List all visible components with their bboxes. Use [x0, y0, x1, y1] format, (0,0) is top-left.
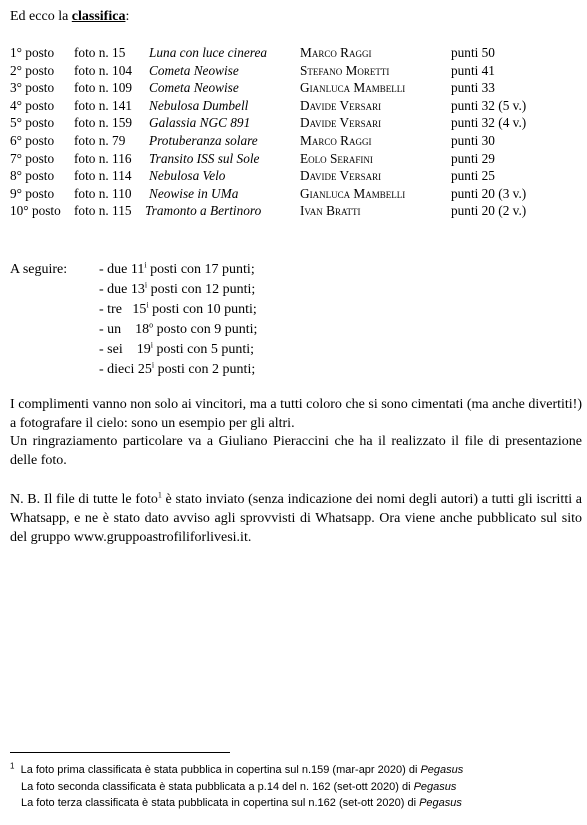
rank-position: 9° posto	[10, 185, 55, 201]
rank-position: 6° posto	[10, 132, 55, 148]
ranking-row	[10, 150, 582, 168]
photo-points: punti 30	[451, 132, 495, 148]
photo-points: punti 20 (3 v.)	[451, 185, 527, 201]
photo-author: Gianluca Mambelli	[300, 80, 406, 96]
photo-author: Eolo Serafini	[300, 150, 373, 166]
footnotes	[10, 762, 582, 812]
ranking-row	[10, 185, 582, 203]
following-label: A seguire:	[10, 262, 68, 277]
photo-author: Marco Raggi	[300, 45, 372, 60]
photo-number: foto n. 109	[74, 80, 132, 96]
photo-title: Galassia NGC 891	[149, 115, 251, 131]
thanks-paragraph: Un ringraziamento particolare va a Giuliano Pieraccini che ha il realizzato il file di presentazione delle foto.	[10, 434, 582, 468]
ranking-row	[10, 167, 582, 185]
rank-position: 2° posto	[10, 62, 55, 78]
intro-line	[10, 8, 129, 26]
photo-number: foto n. 15	[74, 45, 126, 60]
photo-points: punti 32 (5 v.)	[451, 97, 527, 113]
photo-title: Cometa Neowise	[149, 62, 239, 78]
rank-position: 8° posto	[10, 168, 55, 184]
ranking-row	[10, 97, 582, 115]
ranking-row	[10, 202, 582, 220]
photo-title: Protuberanza solare	[149, 132, 258, 148]
photo-number: foto n. 79	[74, 132, 126, 148]
photo-number: foto n. 159	[74, 115, 132, 131]
photo-author: Davide Versari	[300, 168, 382, 184]
photo-number: foto n. 110	[74, 185, 132, 201]
photo-author: Ivan Bratti	[300, 203, 361, 219]
photo-title: Nebulosa Dumbell	[149, 97, 249, 113]
intro-suffix: :	[125, 9, 130, 24]
following-item: - tre 15$^i$ posti con 10 punti;	[99, 300, 257, 317]
ranking-table	[10, 44, 582, 220]
following-item: - un 18$^o$ posto con 9 punti;	[99, 320, 258, 337]
compliments-paragraph: I complimenti vanno non solo ai vincitori, ma a tutti coloro che si sono cimentati (ma anche divertiti!) a fotografare il cielo: sono un esempio per gli altri.	[10, 397, 582, 431]
rank-position: 1° posto	[10, 45, 55, 60]
photo-author: Davide Versari	[300, 115, 382, 131]
photo-number: foto n. 141	[74, 97, 132, 113]
following-item: - due 11$^i$ posti con 17 punti;	[99, 260, 255, 277]
photo-title: Cometa Neowise	[149, 80, 239, 96]
photo-number: foto n. 115	[74, 203, 132, 219]
following-item: - due 13$^i$ posti con 12 punti;	[99, 280, 256, 297]
photo-points: punti 25	[451, 168, 495, 184]
photo-author: Gianluca Mambelli	[300, 185, 406, 201]
photo-number: foto n. 104	[74, 62, 132, 78]
magazine-name: Pegasus	[413, 780, 457, 793]
photo-author: Stefano Moretti	[300, 62, 390, 78]
intro-keyword: classifica	[71, 9, 126, 24]
photo-number: foto n. 116	[74, 150, 132, 166]
footnote-line: La foto seconda classificata è stata pubblicata a p.14 del n. 162 (set-ott 2020) di Pegasus	[21, 780, 457, 793]
ranking-row	[10, 62, 582, 80]
photo-title: Luna con luce cinerea	[149, 45, 268, 60]
rank-position: 5° posto	[10, 115, 55, 131]
photo-points: punti 20 (2 v.)	[451, 203, 527, 219]
photo-title: Nebulosa Velo	[149, 168, 226, 184]
photo-points: punti 50	[451, 45, 495, 60]
photo-points: punti 32 (4 v.)	[451, 115, 527, 131]
photo-title: Tramonto a Bertinoro	[145, 203, 262, 219]
ranking-row	[10, 79, 582, 97]
magazine-name: Pegasus	[420, 764, 464, 776]
photo-title: Neowise in UMa	[149, 185, 239, 201]
photo-number: foto n. 114	[74, 168, 132, 184]
nb-paragraph: N. B. Il file di tutte le foto$^1$ è stato inviato (senza indicazione dei nomi degli autori) a tutti gli iscritti a Whatsapp, e ne è stato dato avviso agli sprovvisti di Whatsapp. Ora viene anche pubblicato sul sito del gruppo www.gruppoastrofiliforlivesi.it.	[10, 490, 582, 545]
footnote-line: La foto terza classificata è stata pubblicata in copertina sul n.162 (set-ott 2020) di Pegasus	[21, 797, 462, 809]
photo-points: punti 29	[451, 150, 495, 166]
ranking-row	[10, 132, 582, 150]
intro-prefix: Ed ecco la	[10, 9, 72, 24]
ranking-row	[10, 44, 582, 62]
footnote-separator	[10, 752, 230, 753]
following-list	[99, 260, 257, 380]
footnote-reference: 1	[157, 490, 162, 500]
ranking-row	[10, 114, 582, 132]
magazine-name: Pegasus	[419, 797, 462, 809]
following-item: - sei 19$^i$ posti con 5 punti;	[99, 340, 255, 357]
following-item: - dieci 25$^i$ posti con 2 punti;	[99, 360, 256, 377]
rank-position: 3° posto	[10, 80, 55, 96]
footnote-marker: 1	[10, 761, 15, 771]
photo-author: Davide Versari	[300, 97, 382, 113]
photo-author: Marco Raggi	[300, 132, 372, 148]
rank-position: 10° posto	[10, 203, 61, 219]
footnote-line: $^1$ La foto prima classificata è stata pubblica in copertina sul n.159 (mar-apr 2020) di Pegasus	[10, 761, 464, 776]
photo-points: punti 33	[451, 80, 495, 96]
photo-points: punti 41	[451, 62, 495, 78]
rank-position: 4° posto	[10, 97, 55, 113]
rank-position: 7° posto	[10, 150, 55, 166]
photo-title: Transito ISS sul Sole	[149, 150, 260, 166]
